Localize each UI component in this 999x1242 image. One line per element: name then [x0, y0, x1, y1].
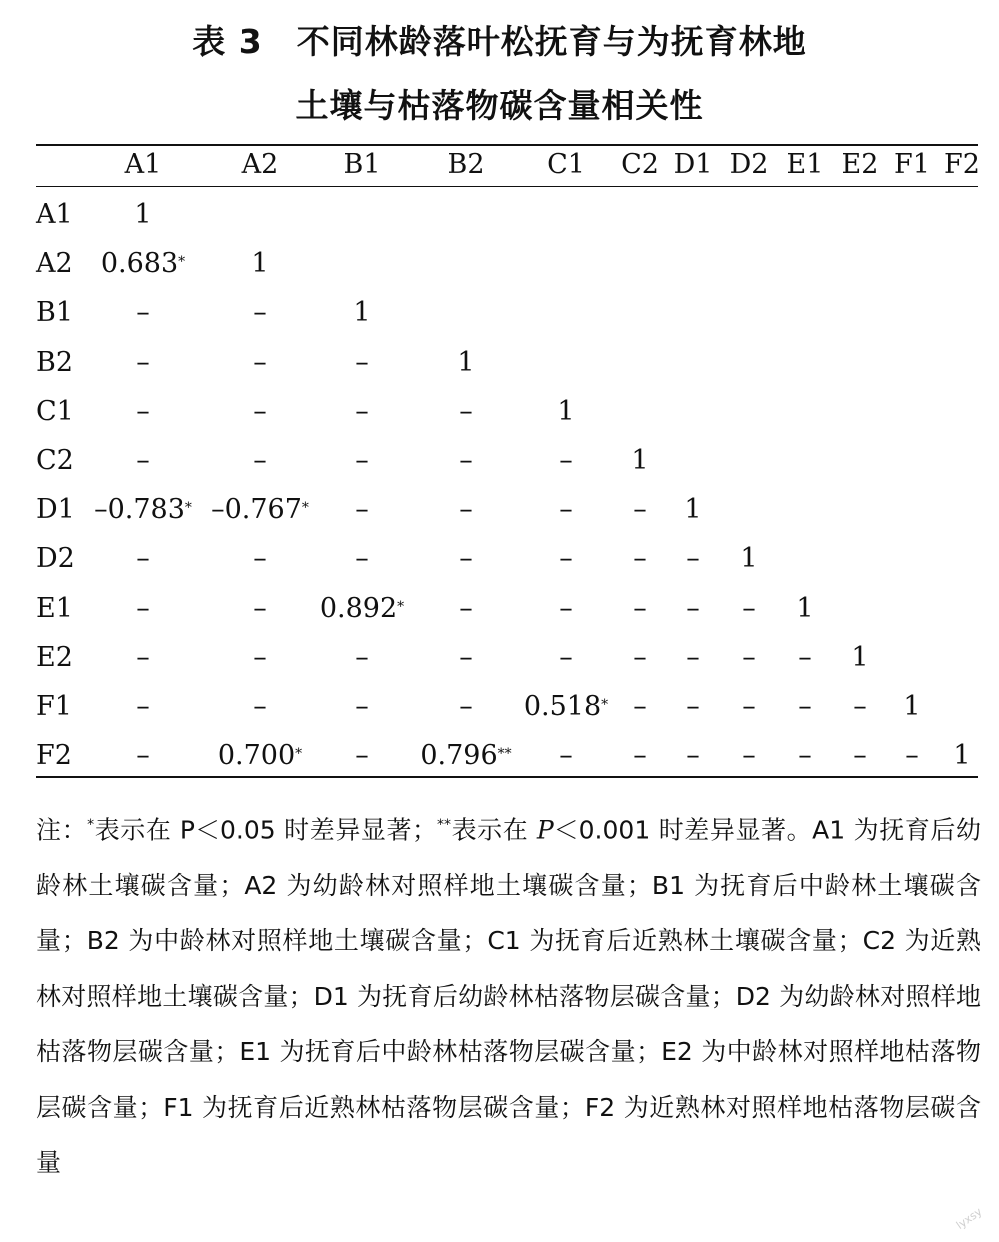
cell-value: –: [136, 691, 150, 722]
cell-value: –: [355, 445, 369, 476]
table-cell: [253, 592, 267, 626]
table-cell: [633, 592, 647, 626]
table-cell: [355, 739, 369, 773]
cell-value: –: [633, 494, 647, 526]
cell-value: –: [559, 494, 573, 526]
table-cell: [355, 641, 369, 675]
cell-value: 1: [953, 740, 971, 772]
row-label: F2: [36, 740, 72, 772]
cell-value: –: [355, 691, 369, 722]
table-cell: [459, 542, 473, 576]
table-cell: [742, 739, 756, 773]
table-cell: [798, 641, 812, 675]
table-cell: [355, 690, 369, 724]
table-cell: [740, 542, 757, 576]
column-header: A1: [124, 149, 162, 180]
table-cell: [459, 690, 473, 724]
table-cell: [742, 641, 756, 675]
column-header: B2: [447, 149, 485, 180]
table-cell: [953, 739, 970, 773]
table-cell: [686, 739, 700, 773]
table-cell: [903, 690, 920, 724]
table-cell: [631, 444, 648, 478]
cell-value: –: [633, 740, 647, 772]
cell-value: –: [253, 592, 267, 624]
significance-mark: **: [497, 746, 512, 763]
cell-value: –0.767: [211, 494, 302, 526]
row-label: F1: [36, 691, 72, 722]
cell-value: –: [459, 543, 473, 575]
table-cell: [353, 296, 370, 330]
table-cell: [798, 739, 812, 773]
significance-mark: *: [184, 500, 192, 517]
table-cell: [253, 395, 267, 429]
cell-value: –: [136, 445, 150, 476]
table-cell: [905, 739, 919, 773]
table-cell: [253, 444, 267, 478]
table-cell: [136, 395, 150, 429]
table-cell: [684, 493, 701, 527]
cell-value: 1: [557, 395, 575, 427]
column-header: C1: [547, 149, 585, 180]
table-cell: [633, 493, 647, 527]
table-cell: [355, 346, 369, 380]
cell-value: –: [459, 592, 473, 624]
table-cell: [559, 739, 573, 773]
table-cell: [136, 542, 150, 576]
table-cell: [742, 592, 756, 626]
cell-value: –: [459, 641, 473, 673]
table-cell: [211, 493, 309, 527]
significance-mark: *: [601, 697, 609, 713]
cell-value: –: [742, 641, 756, 673]
table-cell: [853, 739, 867, 773]
note-sig2-text-b: ＜0.001 时差异显著。: [553, 815, 813, 845]
cell-value: 1: [251, 248, 269, 280]
table-cell: [459, 444, 473, 478]
table-cell: [686, 641, 700, 675]
table-title-line-2: 土壤与枯落物碳含量相关性: [295, 86, 704, 125]
table-cell: [459, 395, 473, 429]
cell-value: –: [633, 641, 647, 673]
row-label: D2: [36, 543, 75, 575]
table-cell: [853, 690, 867, 724]
cell-value: –: [355, 395, 369, 427]
table-title-line-1: 表 3 不同林龄落叶松抚育与为抚育林地: [192, 22, 807, 61]
note-sig2-p: P: [536, 815, 554, 845]
significance-mark: *: [295, 746, 303, 763]
table-cell: [686, 542, 700, 576]
table-top-rule: [36, 144, 978, 146]
table-cell: [559, 592, 573, 626]
table-cell: [633, 690, 647, 724]
table-header-rule: [36, 186, 978, 187]
table-cell: [134, 198, 151, 232]
cell-value: –: [355, 346, 369, 378]
cell-value: –: [559, 740, 573, 772]
column-header: E1: [786, 149, 824, 180]
table-cell: [94, 493, 192, 527]
note-sig2-mark: **: [437, 817, 452, 833]
table-cell: [136, 641, 150, 675]
table-cell: [559, 542, 573, 576]
cell-value: –: [459, 691, 473, 722]
cell-value: –: [742, 592, 756, 624]
row-label: A2: [36, 248, 73, 280]
table-bottom-rule: [36, 776, 978, 778]
cell-value: –: [136, 592, 150, 624]
cell-value: –: [136, 543, 150, 575]
row-label: D1: [36, 494, 75, 526]
cell-value: –: [905, 740, 919, 772]
note-sig2-text-a: 表示在: [451, 815, 537, 845]
row-label: B2: [36, 346, 74, 378]
cell-value: –: [798, 641, 812, 673]
column-header: D2: [729, 149, 769, 180]
cell-value: –: [355, 543, 369, 575]
table-cell: [459, 592, 473, 626]
cell-value: –: [686, 740, 700, 772]
row-label: B1: [36, 297, 74, 329]
cell-value: –: [136, 395, 150, 427]
cell-value: –: [559, 641, 573, 673]
note-prefix: 注：: [36, 815, 88, 845]
table-cell: [253, 641, 267, 675]
cell-value: –: [253, 297, 267, 329]
table-cell: [136, 690, 150, 724]
cell-value: –: [798, 691, 812, 722]
table-cell: [633, 739, 647, 773]
cell-value: 1: [796, 592, 814, 624]
cell-value: 1: [457, 346, 475, 378]
column-header: C2: [621, 149, 659, 180]
table-cell: [524, 690, 608, 724]
table-cell: [320, 592, 404, 626]
cell-value: –: [686, 641, 700, 673]
table-cell: [355, 493, 369, 527]
table-cell: [457, 346, 474, 380]
row-label: A1: [36, 199, 73, 230]
table-cell: [686, 690, 700, 724]
row-label: E1: [36, 592, 73, 624]
watermark: lyxsy: [953, 1205, 985, 1232]
cell-value: –: [559, 592, 573, 624]
column-header: E2: [841, 149, 879, 180]
column-header: B1: [343, 149, 381, 180]
cell-value: –: [459, 395, 473, 427]
row-label: C2: [36, 445, 74, 476]
cell-value: 0.700: [217, 740, 296, 772]
cell-value: –: [136, 740, 150, 772]
table-cell: [251, 247, 268, 281]
table-cell: [136, 739, 150, 773]
table-cell: [559, 444, 573, 478]
note-definitions: A1 为抚育后幼龄林土壤碳含量；A2 为幼龄林对照样地土壤碳含量；B1 为抚育后中龄林土壤碳含量；B2 为中龄林对照样地土壤碳含量；C1 为抚育后近熟林土壤碳含量；C2 为近熟林对照样地土壤碳含量；D1 为抚育后幼龄林枯落物层碳含量；D2 为幼龄林对照样地枯落物层碳含量；E1 为抚育后中龄林枯落物层碳含量；E2 为中龄林对照样地枯落物层碳含量；F1 为抚育后近熟林枯落物层碳含量；F2 为近熟林对照样地枯落物层碳含量: [36, 815, 981, 1178]
cell-value: –: [742, 740, 756, 772]
table-cell: [633, 542, 647, 576]
table-cell: [136, 444, 150, 478]
cell-value: –: [633, 543, 647, 575]
cell-value: –: [559, 543, 573, 575]
column-header: A2: [241, 149, 279, 180]
cell-value: 1: [684, 494, 702, 526]
table-cell: [253, 296, 267, 330]
table-cell: [686, 592, 700, 626]
cell-value: –: [853, 740, 867, 772]
cell-value: 0.518: [523, 691, 602, 722]
cell-value: 1: [851, 641, 869, 673]
table-cell: [559, 641, 573, 675]
note-sig1-mark: *: [87, 817, 95, 833]
table-cell: [557, 395, 574, 429]
cell-value: –: [459, 494, 473, 526]
significance-mark: *: [397, 598, 405, 615]
cell-value: 0.892: [319, 592, 398, 624]
table-cell: [253, 690, 267, 724]
note-sig1-text: 表示在 P＜0.05 时差异显著；: [94, 815, 438, 845]
cell-value: –: [136, 641, 150, 673]
column-header: D1: [673, 149, 713, 180]
table-cell: [101, 247, 185, 281]
cell-value: –: [355, 494, 369, 526]
table-cell: [633, 641, 647, 675]
cell-value: –: [853, 691, 867, 722]
cell-value: –: [798, 740, 812, 772]
cell-value: 0.683: [100, 248, 179, 280]
table-cell: [798, 690, 812, 724]
table-cell: [136, 346, 150, 380]
cell-value: –: [136, 346, 150, 378]
table-cell: [355, 542, 369, 576]
cell-value: –: [686, 691, 700, 722]
column-header: F1: [894, 149, 930, 180]
cell-value: –: [253, 346, 267, 378]
table-cell: [218, 739, 302, 773]
cell-value: –: [633, 592, 647, 624]
cell-value: –: [253, 543, 267, 575]
cell-value: 1: [631, 445, 649, 476]
row-label: E2: [36, 641, 73, 673]
significance-mark: *: [301, 500, 309, 517]
table-cell: [136, 296, 150, 330]
table-cell: [420, 739, 511, 773]
cell-value: –: [253, 641, 267, 673]
cell-value: 1: [353, 297, 371, 329]
table-cell: [253, 346, 267, 380]
table-cell: [851, 641, 868, 675]
table-cell: [355, 395, 369, 429]
row-label: C1: [36, 395, 74, 427]
cell-value: 1: [134, 199, 152, 230]
cell-value: –0.783: [94, 494, 185, 526]
significance-mark: *: [178, 254, 186, 271]
cell-value: –: [355, 641, 369, 673]
cell-value: –: [459, 445, 473, 476]
cell-value: –: [686, 543, 700, 575]
table-cell: [253, 542, 267, 576]
table-cell: [136, 592, 150, 626]
cell-value: –: [253, 691, 267, 722]
table-cell: [459, 641, 473, 675]
table-cell: [559, 493, 573, 527]
cell-value: 0.796: [420, 740, 498, 772]
column-header: F2: [944, 149, 980, 180]
cell-value: –: [355, 740, 369, 772]
table-note: [36, 798, 981, 1191]
table-cell: [355, 444, 369, 478]
table-cell: [459, 493, 473, 527]
cell-value: 1: [903, 691, 921, 722]
table-cell: [796, 592, 813, 626]
cell-value: –: [559, 445, 573, 476]
cell-value: –: [742, 691, 756, 722]
table-cell: [742, 690, 756, 724]
cell-value: 1: [740, 543, 758, 575]
cell-value: –: [633, 691, 647, 722]
cell-value: –: [253, 395, 267, 427]
cell-value: –: [253, 445, 267, 476]
cell-value: –: [686, 592, 700, 624]
cell-value: –: [136, 297, 150, 329]
